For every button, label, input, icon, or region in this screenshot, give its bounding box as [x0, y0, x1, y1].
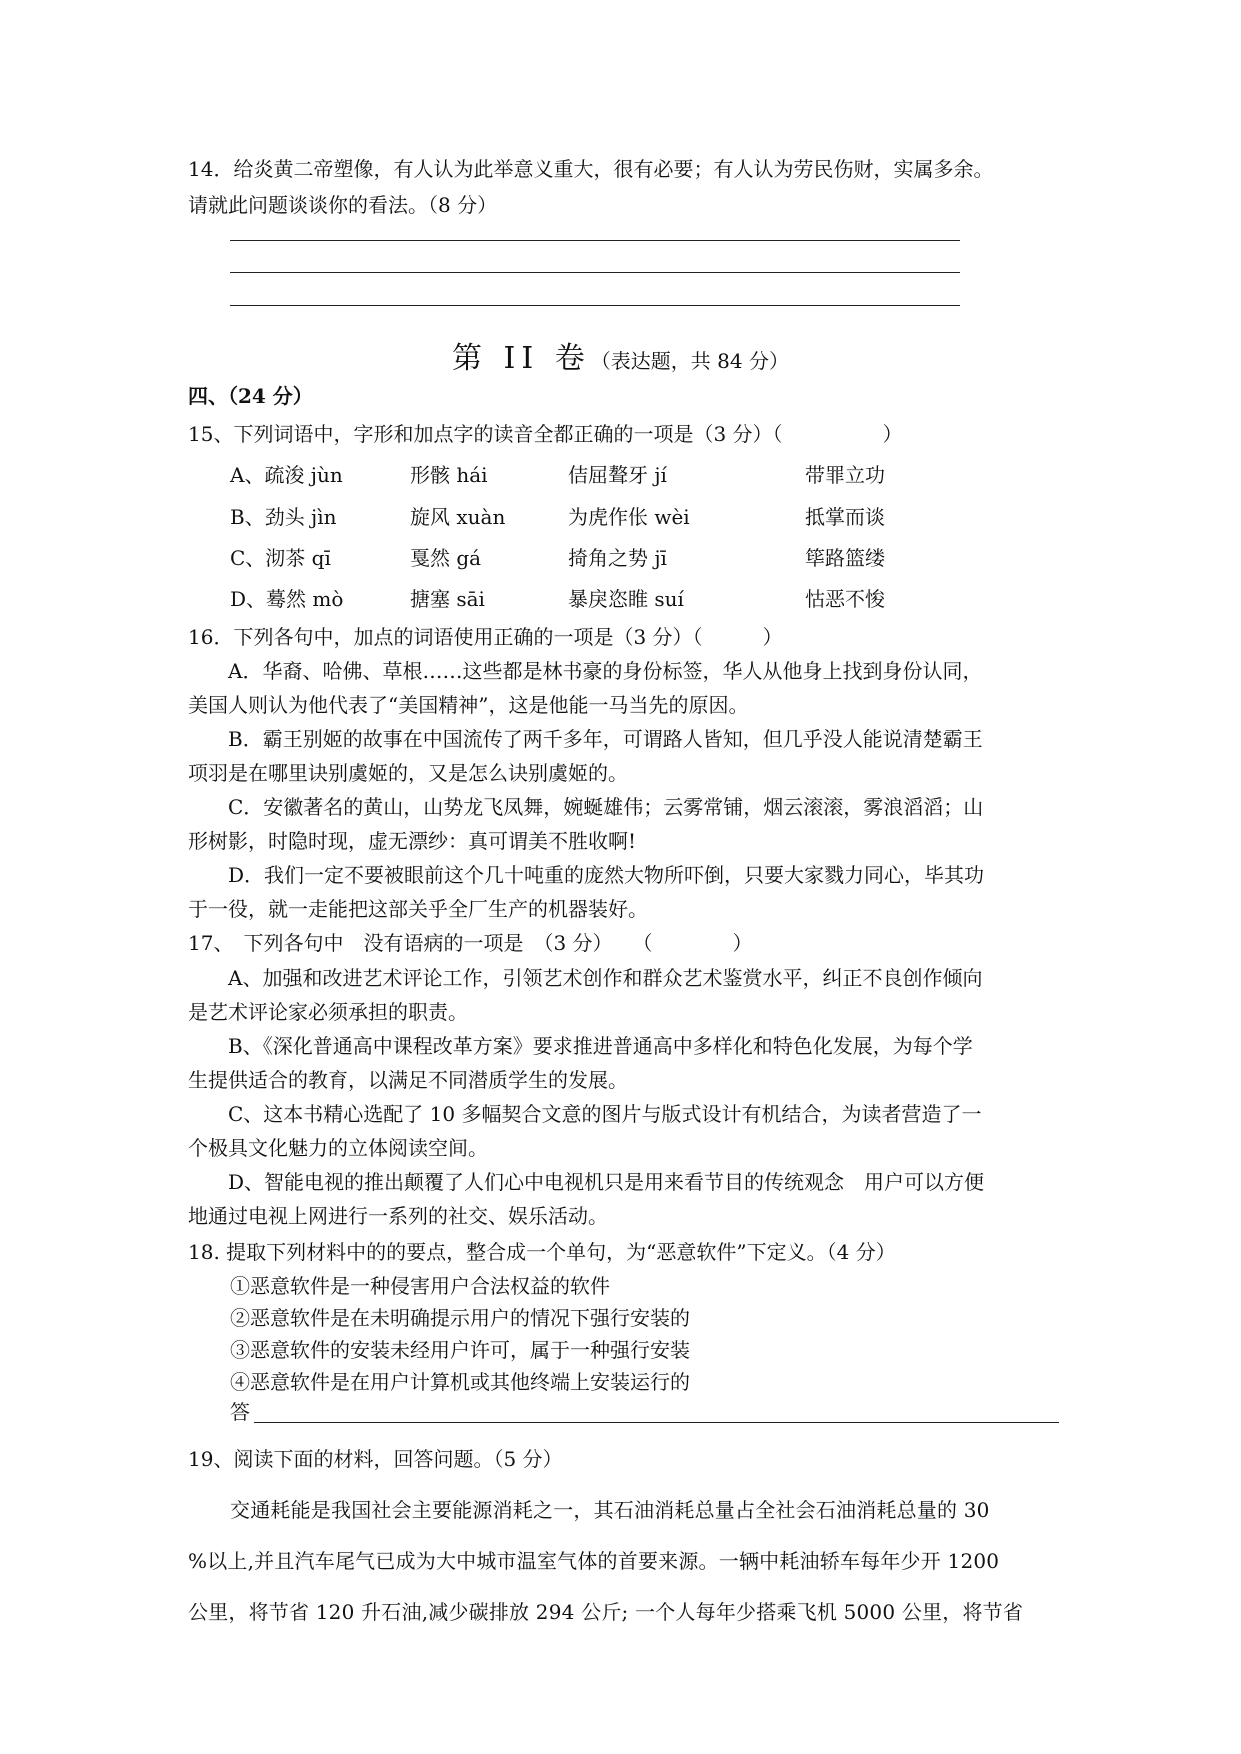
q19-stem: 19、阅读下面的材料，回答问题。（5 分）	[188, 1447, 563, 1471]
q17-a-line-2: 是艺术评论家必须承担的职责。	[188, 1000, 468, 1024]
q15-c-4: 筚路篮缕	[805, 546, 885, 570]
answer-line-1	[230, 240, 960, 241]
q18-item-2: ②恶意软件是在未明确提示用户的情况下强行安装的	[230, 1306, 690, 1330]
part-2-heading	[0, 333, 1241, 377]
q17-c-line-2: 个极具文化魅力的立体阅读空间。	[188, 1136, 488, 1160]
q15-d-3: 暴戾恣睢 suí	[568, 587, 684, 611]
answer-line-2	[230, 272, 960, 273]
q15-b-4: 抵掌而谈	[805, 505, 885, 529]
q18-stem: 18. 提取下列材料中的的要点，整合成一个单句，为“恶意软件”下定义。（4 分）	[188, 1240, 896, 1264]
q17-b-line-1: B、《深化普通高中课程改革方案》要求推进普通高中多样化和特色化发展，为每个学	[228, 1034, 973, 1058]
q17-stem: 17、 下列各句中 没有语病的一项是 （3 分） （ ）	[188, 931, 753, 955]
q16-c-line-2: 形树影，时隐时现，虚无漂纱：真可谓美不胜收啊!	[188, 829, 637, 853]
q16-stem: 16．下列各句中，加点的词语使用正确的一项是（3 分）（ ）	[188, 625, 783, 649]
q15-b-3: 为虎作伥 wèi	[568, 505, 690, 529]
q16-a-line-1: A．华裔、哈佛、草根……这些都是林书豪的身份标签，华人从他身上找到身份认同，	[228, 659, 983, 683]
q18-answer-label: 答	[230, 1400, 250, 1424]
q15-b-2: 旋风 xuàn	[410, 505, 506, 529]
q15-c-3: 掎角之势 jī	[568, 546, 667, 570]
q16-b-line-2: 项羽是在哪里诀别虞姬的，又是怎么诀别虞姬的。	[188, 761, 628, 785]
q15-c-2: 戛然 gá	[410, 546, 482, 570]
answer-line-3	[230, 305, 960, 306]
q17-b-line-2: 生提供适合的教育，以满足不同潜质学生的发展。	[188, 1068, 628, 1092]
q18-item-3: ③恶意软件的安装未经用户许可，属于一种强行安装	[230, 1338, 690, 1362]
q15-d-2: 搪塞 sāi	[410, 587, 485, 611]
q18-item-1: ①恶意软件是一种侵害用户合法权益的软件	[230, 1274, 610, 1298]
q16-b-line-1: B．霸王别姬的故事在中国流传了两千多年，可谓路人皆知，但几乎没人能说清楚霸王	[228, 727, 983, 751]
q17-c-line-1: C、这本书精心选配了 10 多幅契合文意的图片与版式设计有机结合，为读者营造了一	[228, 1102, 982, 1126]
q18-item-4: ④恶意软件是在用户计算机或其他终端上安装运行的	[230, 1370, 690, 1394]
q18-answer-line[interactable]	[254, 1422, 1059, 1423]
q19-para-line-3: 公里，将节省 120 升石油,减少碳排放 294 公斤; 一个人每年少搭乘飞机 5000 公里，将节省	[188, 1600, 1024, 1624]
q15-d-4: 怙恶不悛	[805, 587, 885, 611]
q16-d-line-2: 于一役，就一走能把这部关乎全厂生产的机器装好。	[188, 897, 648, 921]
q14-line-2: 请就此问题谈谈你的看法。（8 分）	[188, 193, 498, 217]
q15-stem: 15、下列词语中，字形和加点字的读音全都正确的一项是（3 分）（ ）	[188, 422, 903, 446]
q16-d-line-1: D．我们一定不要被眼前这个几十吨重的庞然大物所吓倒，只要大家戮力同心，毕其功	[228, 863, 985, 887]
q15-b-1: B、劲头 jìn	[230, 505, 337, 529]
q14-line-1: 14．给炎黄二帝塑像，有人认为此举意义重大，很有必要；有人认为劳民伤财，实属多余。	[188, 157, 994, 181]
q15-c-1: C、沏茶 qī	[230, 546, 331, 570]
q17-a-line-1: A、加强和改进艺术评论工作，引领艺术创作和群众艺术鉴赏水平，纠正不良创作倾向	[228, 966, 983, 990]
part-2-title: 第 II 卷	[452, 341, 591, 376]
section-4-heading: 四、（24 分）	[188, 384, 313, 408]
q15-a-3: 佶屈聱牙 jí	[568, 463, 667, 487]
q16-c-line-1: C．安徽著名的黄山，山势龙飞凤舞，婉蜒雄伟；云雾常铺，烟云滚滚，雾浪滔滔；山	[228, 795, 984, 819]
part-2-subtitle: （表达题，共 84 分）	[590, 349, 789, 373]
q17-d-line-2: 地通过电视上网进行一系列的社交、娱乐活动。	[188, 1204, 608, 1228]
q15-a-1: A、疏浚 jùn	[230, 463, 343, 487]
q19-para-line-1: 交通耗能是我国社会主要能源消耗之一，其石油消耗总量占全社会石油消耗总量的 30	[230, 1498, 990, 1522]
q15-a-2: 形骸 hái	[410, 463, 488, 487]
q16-a-line-2: 美国人则认为他代表了“美国精神”，这是他能一马当先的原因。	[188, 693, 749, 717]
q15-a-4: 带罪立功	[805, 463, 885, 487]
q15-d-1: D、蓦然 mò	[230, 587, 344, 611]
q19-para-line-2: %以上,并且汽车尾气已成为大中城市温室气体的首要来源。一辆中耗油轿车每年少开 1200	[188, 1549, 1000, 1573]
q17-d-line-1: D、智能电视的推出颠覆了人们心中电视机只是用来看节目的传统观念 用户可以方便	[228, 1170, 985, 1194]
